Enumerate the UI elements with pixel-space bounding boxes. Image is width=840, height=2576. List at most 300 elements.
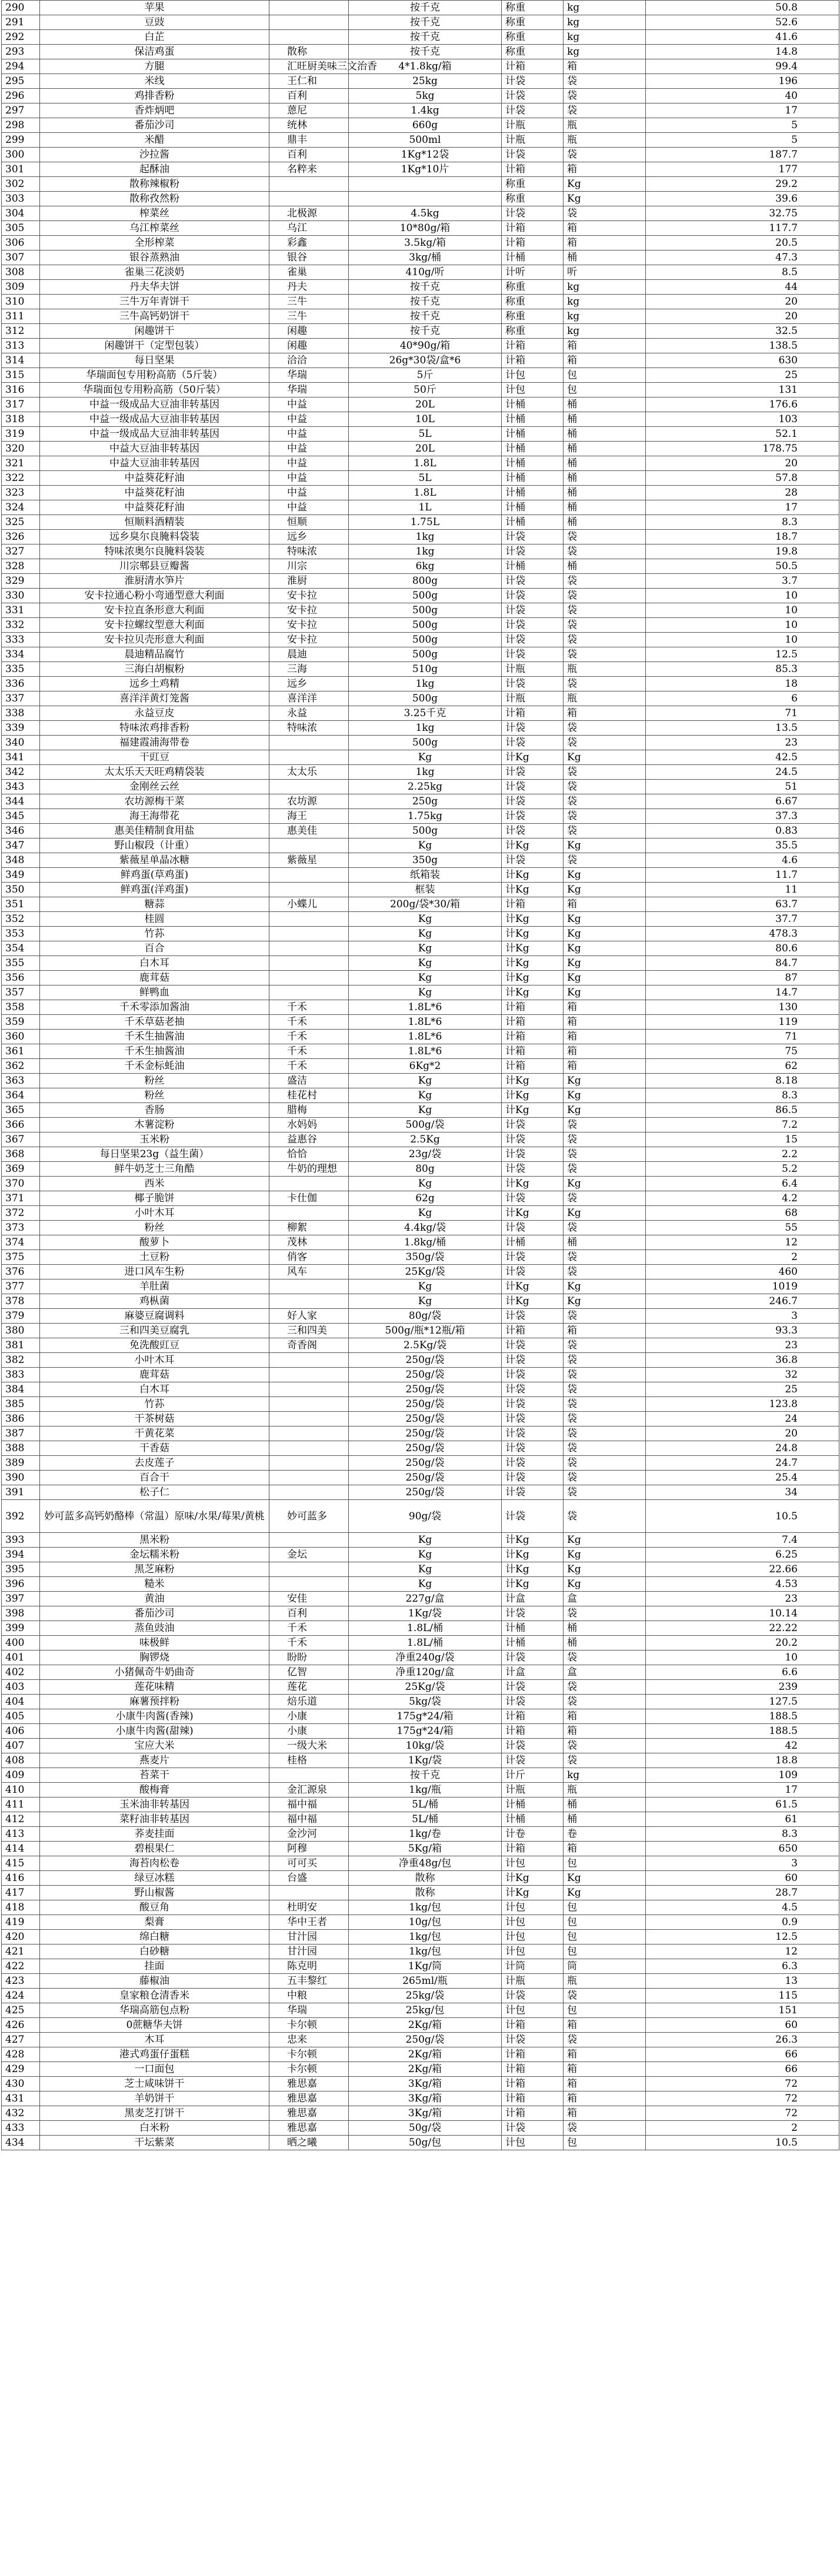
pricing-method-cell: 计袋	[502, 1485, 564, 1500]
price-cell: 115	[646, 1989, 839, 2003]
price-cell: 99.4	[646, 59, 839, 74]
brand-cell: 洽洽	[269, 353, 349, 368]
table-row	[2, 148, 839, 162]
price-cell: 23	[646, 1338, 839, 1353]
table-row	[2, 1221, 839, 1235]
brand-cell: 柳絮	[269, 1221, 349, 1235]
pricing-method-cell: 计袋	[502, 2121, 564, 2136]
unit-cell: 袋	[564, 1132, 646, 1147]
product-name-cell: 酸豆角	[40, 1900, 269, 1915]
product-name-cell: 安卡拉螺纹型意大利面	[40, 618, 269, 633]
brand-cell	[269, 1206, 349, 1221]
price-cell: 5	[646, 118, 839, 133]
price-cell: 34	[646, 1485, 839, 1500]
specification-cell: 散称	[349, 1886, 502, 1900]
row-number-cell: 336	[2, 677, 40, 691]
brand-cell	[269, 1471, 349, 1485]
product-name-cell: 鲜牛奶芝士三角酷	[40, 1162, 269, 1177]
specification-cell: 500g	[349, 647, 502, 662]
specification-cell: 5kg	[349, 89, 502, 103]
brand-cell: 风车	[269, 1265, 349, 1279]
pricing-method-cell: 计箱	[502, 1000, 564, 1015]
table-row	[2, 118, 839, 133]
brand-cell	[269, 1441, 349, 1456]
specification-cell: 175g*24/箱	[349, 1709, 502, 1724]
row-number-cell: 415	[2, 1856, 40, 1871]
brand-cell: 华瑞	[269, 383, 349, 397]
unit-cell: 桶	[564, 1621, 646, 1636]
table-row	[2, 1886, 839, 1900]
row-number-cell: 388	[2, 1441, 40, 1456]
row-number-cell: 357	[2, 985, 40, 1000]
specification-cell: 250g/袋	[349, 2033, 502, 2047]
brand-cell: 鼎丰	[269, 133, 349, 148]
pricing-method-cell: 计袋	[502, 148, 564, 162]
unit-cell: 袋	[564, 1650, 646, 1665]
pricing-method-cell: 计袋	[502, 1162, 564, 1177]
row-number-cell: 417	[2, 1886, 40, 1900]
product-name-cell: 海王海带花	[40, 809, 269, 824]
specification-cell: 5L	[349, 471, 502, 486]
unit-cell: 袋	[564, 1753, 646, 1768]
unit-cell: 箱	[564, 1324, 646, 1338]
price-cell: 5.2	[646, 1162, 839, 1177]
table-row	[2, 133, 839, 148]
specification-cell: 175g*24/箱	[349, 1724, 502, 1739]
specification-cell: 3.5kg/箱	[349, 236, 502, 250]
specification-cell: 80g/袋	[349, 1309, 502, 1324]
price-cell: 4.6	[646, 853, 839, 868]
pricing-method-cell: 计听	[502, 265, 564, 280]
table-row	[2, 1088, 839, 1103]
price-cell: 55	[646, 1221, 839, 1235]
specification-cell: 按千克	[349, 324, 502, 339]
pricing-method-cell: 计桶	[502, 486, 564, 500]
product-name-cell: 中益葵花籽油	[40, 500, 269, 515]
unit-cell: 箱	[564, 897, 646, 912]
specification-cell: 1Kg/筒	[349, 1959, 502, 1974]
pricing-method-cell: 计袋	[502, 589, 564, 603]
specification-cell: 250g/袋	[349, 1368, 502, 1382]
specification-cell: 250g/袋	[349, 1471, 502, 1485]
price-cell: 478.3	[646, 927, 839, 941]
price-cell: 177	[646, 162, 839, 177]
product-name-cell: 椰子脆饼	[40, 1191, 269, 1206]
row-number-cell: 409	[2, 1768, 40, 1783]
price-cell: 12	[646, 1944, 839, 1959]
brand-cell: 莲花	[269, 1680, 349, 1695]
table-row	[2, 736, 839, 750]
table-row	[2, 677, 839, 691]
price-cell: 188.5	[646, 1709, 839, 1724]
price-cell: 1019	[646, 1279, 839, 1294]
specification-cell: 5kg/袋	[349, 1695, 502, 1709]
pricing-method-cell: 计袋	[502, 1989, 564, 2003]
table-row	[2, 1030, 839, 1044]
specification-cell: Kg	[349, 750, 502, 765]
pricing-method-cell: 计袋	[502, 1118, 564, 1132]
product-name-cell: 桂圆	[40, 912, 269, 927]
price-cell: 32.5	[646, 324, 839, 339]
row-number-cell: 387	[2, 1426, 40, 1441]
brand-cell	[269, 192, 349, 206]
table-row	[2, 647, 839, 662]
specification-cell	[349, 177, 502, 192]
price-cell: 2	[646, 2121, 839, 2136]
price-cell: 109	[646, 1768, 839, 1783]
brand-cell: 益惠谷	[269, 1132, 349, 1147]
price-cell: 12.5	[646, 647, 839, 662]
product-name-cell: 小康牛肉酱(香辣)	[40, 1709, 269, 1724]
pricing-method-cell: 计包	[502, 1930, 564, 1944]
brand-cell: 银谷	[269, 250, 349, 265]
table-row	[2, 721, 839, 736]
unit-cell: 箱	[564, 2091, 646, 2106]
unit-cell: Kg	[564, 1294, 646, 1309]
pricing-method-cell: 计Kg	[502, 1088, 564, 1103]
pricing-method-cell: 计包	[502, 1856, 564, 1871]
table-row	[2, 1235, 839, 1250]
row-number-cell: 291	[2, 15, 40, 30]
row-number-cell: 323	[2, 486, 40, 500]
brand-cell: 中益	[269, 486, 349, 500]
pricing-method-cell: 计Kg	[502, 985, 564, 1000]
table-row	[2, 941, 839, 956]
unit-cell: kg	[564, 324, 646, 339]
row-number-cell: 399	[2, 1621, 40, 1636]
brand-cell: 五丰黎红	[269, 1974, 349, 1989]
specification-cell: 1kg	[349, 544, 502, 559]
brand-cell: 农坊源	[269, 794, 349, 809]
brand-cell: 金坛	[269, 1548, 349, 1562]
brand-cell	[269, 1353, 349, 1368]
specification-cell: 1kg	[349, 721, 502, 736]
price-cell: 61	[646, 1812, 839, 1827]
brand-cell: 千禾	[269, 1000, 349, 1015]
product-name-cell: 米线	[40, 74, 269, 89]
table-row	[2, 1485, 839, 1500]
price-cell: 50.5	[646, 559, 839, 574]
specification-cell: 4.4kg/袋	[349, 1221, 502, 1235]
table-row	[2, 1132, 839, 1147]
brand-cell: 百利	[269, 148, 349, 162]
brand-cell: 中益	[269, 471, 349, 486]
price-cell: 8.3	[646, 515, 839, 530]
table-row	[2, 1842, 839, 1856]
unit-cell: Kg	[564, 1577, 646, 1592]
table-row	[2, 912, 839, 927]
table-row	[2, 1265, 839, 1279]
row-number-cell: 307	[2, 250, 40, 265]
product-name-cell: 黑芝麻粉	[40, 1562, 269, 1577]
row-number-cell: 431	[2, 2091, 40, 2106]
row-number-cell: 340	[2, 736, 40, 750]
product-name-cell: 每日坚果	[40, 353, 269, 368]
table-row	[2, 559, 839, 574]
row-number-cell: 293	[2, 45, 40, 59]
product-name-cell: 松子仁	[40, 1485, 269, 1500]
brand-cell	[269, 1577, 349, 1592]
row-number-cell: 292	[2, 30, 40, 45]
unit-cell: 桶	[564, 471, 646, 486]
pricing-method-cell: 计袋	[502, 1471, 564, 1485]
table-row	[2, 956, 839, 971]
product-name-cell: 白木耳	[40, 1382, 269, 1397]
product-name-cell: 妙可蓝多高钙奶酪棒（常温）原味/水果/莓果/黄桃	[40, 1500, 269, 1533]
table-row	[2, 2003, 839, 2018]
price-cell: 72	[646, 2091, 839, 2106]
product-name-cell: 玉米油非转基因	[40, 1797, 269, 1812]
pricing-method-cell: 计盒	[502, 1592, 564, 1606]
product-name-cell: 散称辣椒粉	[40, 177, 269, 192]
specification-cell: 2.5Kg/袋	[349, 1338, 502, 1353]
product-name-cell: 银谷蒸熟油	[40, 250, 269, 265]
brand-cell: 焙乐道	[269, 1695, 349, 1709]
row-number-cell: 327	[2, 544, 40, 559]
row-number-cell: 426	[2, 2018, 40, 2033]
table-row	[2, 15, 839, 30]
table-row	[2, 1044, 839, 1059]
price-cell: 47.3	[646, 250, 839, 265]
price-cell: 8.5	[646, 265, 839, 280]
row-number-cell: 421	[2, 1944, 40, 1959]
pricing-method-cell: 计箱	[502, 1724, 564, 1739]
brand-cell: 忠来	[269, 2033, 349, 2047]
price-cell: 13	[646, 1974, 839, 1989]
pricing-method-cell: 计袋	[502, 824, 564, 838]
pricing-method-cell: 计箱	[502, 706, 564, 721]
row-number-cell: 304	[2, 206, 40, 221]
table-row	[2, 1456, 839, 1471]
table-row	[2, 2018, 839, 2033]
product-name-cell: 木耳	[40, 2033, 269, 2047]
table-row	[2, 530, 839, 544]
unit-cell: 袋	[564, 589, 646, 603]
price-cell: 24	[646, 1412, 839, 1426]
specification-cell: 80g	[349, 1162, 502, 1177]
product-name-cell: 鲜鸡蛋(草鸡蛋)	[40, 868, 269, 883]
table-row	[2, 853, 839, 868]
product-name-cell: 太太乐天天旺鸡精袋装	[40, 765, 269, 780]
product-name-cell: 福建霞浦海带卷	[40, 736, 269, 750]
product-name-cell: 千禾草菇老抽	[40, 1015, 269, 1030]
product-name-cell: 绵白糖	[40, 1930, 269, 1944]
row-number-cell: 329	[2, 574, 40, 589]
pricing-method-cell: 计瓶	[502, 1783, 564, 1797]
unit-cell: 瓶	[564, 662, 646, 677]
unit-cell: kg	[564, 30, 646, 45]
table-row	[2, 206, 839, 221]
row-number-cell: 313	[2, 339, 40, 353]
table-row	[2, 221, 839, 236]
price-cell: 151	[646, 2003, 839, 2018]
unit-cell: 袋	[564, 1456, 646, 1471]
unit-cell: 箱	[564, 2077, 646, 2091]
pricing-method-cell: 计Kg	[502, 1886, 564, 1900]
unit-cell: 袋	[564, 1191, 646, 1206]
table-row	[2, 633, 839, 647]
specification-cell: 1Kg/袋	[349, 1606, 502, 1621]
brand-cell: 华中王者	[269, 1915, 349, 1930]
unit-cell: 桶	[564, 250, 646, 265]
specification-cell: 按千克	[349, 30, 502, 45]
pricing-method-cell: 计袋	[502, 1191, 564, 1206]
specification-cell: 按千克	[349, 15, 502, 30]
table-row	[2, 1959, 839, 1974]
product-name-cell: 紫薇星单晶冰糖	[40, 853, 269, 868]
product-name-cell: 华瑞面包专用粉高筋（50斤装）	[40, 383, 269, 397]
table-row	[2, 1709, 839, 1724]
pricing-method-cell: 计箱	[502, 221, 564, 236]
pricing-method-cell: 计Kg	[502, 912, 564, 927]
brand-cell: 千禾	[269, 1059, 349, 1074]
pricing-method-cell: 计袋	[502, 1680, 564, 1695]
brand-cell: 三和四美	[269, 1324, 349, 1338]
price-cell: 50.8	[646, 1, 839, 15]
pricing-method-cell: 计袋	[502, 736, 564, 750]
specification-cell: 5L/桶	[349, 1797, 502, 1812]
price-table	[1, 0, 839, 2150]
specification-cell: 按千克	[349, 1, 502, 15]
pricing-method-cell: 计桶	[502, 1797, 564, 1812]
price-cell: 84.7	[646, 956, 839, 971]
price-cell: 66	[646, 2047, 839, 2062]
brand-cell: 卡仕伽	[269, 1191, 349, 1206]
price-cell: 44	[646, 280, 839, 295]
unit-cell: 袋	[564, 1989, 646, 2003]
brand-cell: 一级大米	[269, 1739, 349, 1753]
table-row	[2, 265, 839, 280]
product-name-cell: 酸萝卜	[40, 1235, 269, 1250]
brand-cell: 安卡拉	[269, 589, 349, 603]
pricing-method-cell: 计桶	[502, 471, 564, 486]
price-cell: 42	[646, 1739, 839, 1753]
product-name-cell: 白木耳	[40, 956, 269, 971]
price-cell: 6.67	[646, 794, 839, 809]
brand-cell: 小蝶儿	[269, 897, 349, 912]
unit-cell: 筒	[564, 1959, 646, 1974]
row-number-cell: 377	[2, 1279, 40, 1294]
product-name-cell: 一口面包	[40, 2062, 269, 2077]
price-cell: 12.5	[646, 1930, 839, 1944]
price-cell: 5	[646, 133, 839, 148]
specification-cell: Kg	[349, 1294, 502, 1309]
row-number-cell: 385	[2, 1397, 40, 1412]
price-cell: 32	[646, 1368, 839, 1382]
brand-cell: 安卡拉	[269, 633, 349, 647]
specification-cell: 1.8L/桶	[349, 1636, 502, 1650]
row-number-cell: 367	[2, 1132, 40, 1147]
row-number-cell: 402	[2, 1665, 40, 1680]
pricing-method-cell: 计箱	[502, 2062, 564, 2077]
brand-cell: 百利	[269, 89, 349, 103]
price-table-body	[2, 1, 839, 2150]
row-number-cell: 321	[2, 456, 40, 471]
brand-cell	[269, 1368, 349, 1382]
specification-cell: 350g/袋	[349, 1250, 502, 1265]
row-number-cell: 396	[2, 1577, 40, 1592]
row-number-cell: 297	[2, 103, 40, 118]
product-name-cell: 藤椒油	[40, 1974, 269, 1989]
specification-cell: 框装	[349, 883, 502, 897]
table-row	[2, 1621, 839, 1636]
unit-cell: 袋	[564, 1338, 646, 1353]
product-name-cell: 荞麦挂面	[40, 1827, 269, 1842]
product-name-cell: 野山椒段（计重）	[40, 838, 269, 853]
table-row	[2, 74, 839, 89]
pricing-method-cell: 计斤	[502, 1768, 564, 1783]
unit-cell: 听	[564, 265, 646, 280]
price-cell: 15	[646, 1132, 839, 1147]
unit-cell: 袋	[564, 1221, 646, 1235]
price-cell: 10.5	[646, 1500, 839, 1533]
price-cell: 28.7	[646, 1886, 839, 1900]
table-row	[2, 1548, 839, 1562]
specification-cell: 10g/包	[349, 1915, 502, 1930]
brand-cell: 汇旺厨美味三文治香	[269, 59, 349, 74]
unit-cell: 袋	[564, 1412, 646, 1426]
specification-cell: 按千克	[349, 1768, 502, 1783]
specification-cell: 10kg/袋	[349, 1739, 502, 1753]
brand-cell: 雅思嘉	[269, 2121, 349, 2136]
product-name-cell: 华瑞高筋包点粉	[40, 2003, 269, 2018]
price-cell: 32.75	[646, 206, 839, 221]
row-number-cell: 309	[2, 280, 40, 295]
pricing-method-cell: 计Kg	[502, 868, 564, 883]
unit-cell: 袋	[564, 1265, 646, 1279]
specification-cell: 4.5kg	[349, 206, 502, 221]
unit-cell: kg	[564, 45, 646, 59]
price-cell: 25	[646, 368, 839, 383]
price-cell: 52.1	[646, 427, 839, 442]
brand-cell	[269, 1768, 349, 1783]
price-cell: 178.75	[646, 442, 839, 456]
price-cell: 20	[646, 295, 839, 309]
pricing-method-cell: 计Kg	[502, 838, 564, 853]
row-number-cell: 290	[2, 1, 40, 15]
pricing-method-cell: 称重	[502, 1, 564, 15]
brand-cell: 名粹来	[269, 162, 349, 177]
product-name-cell: 保洁鸡蛋	[40, 45, 269, 59]
specification-cell: 40*90g/箱	[349, 339, 502, 353]
price-cell: 2.2	[646, 1147, 839, 1162]
pricing-method-cell: 称重	[502, 177, 564, 192]
table-row	[2, 515, 839, 530]
unit-cell: 袋	[564, 530, 646, 544]
product-name-cell: 粉丝	[40, 1088, 269, 1103]
row-number-cell: 342	[2, 765, 40, 780]
specification-cell: Kg	[349, 1562, 502, 1577]
price-cell: 14.8	[646, 45, 839, 59]
row-number-cell: 303	[2, 192, 40, 206]
product-name-cell: 免洗酸豇豆	[40, 1338, 269, 1353]
table-row	[2, 1827, 839, 1842]
row-number-cell: 328	[2, 559, 40, 574]
pricing-method-cell: 计袋	[502, 2033, 564, 2047]
pricing-method-cell: 计桶	[502, 397, 564, 412]
specification-cell: 62g	[349, 1191, 502, 1206]
row-number-cell: 434	[2, 2136, 40, 2150]
price-cell: 20	[646, 309, 839, 324]
specification-cell: 500g	[349, 603, 502, 618]
specification-cell: 1kg/卷	[349, 1827, 502, 1842]
product-name-cell: 川宗郫县豆瓣酱	[40, 559, 269, 574]
row-number-cell: 401	[2, 1650, 40, 1665]
product-name-cell: 华瑞面包专用粉高筋（5斤装）	[40, 368, 269, 383]
brand-cell: 小康	[269, 1709, 349, 1724]
table-row	[2, 1177, 839, 1191]
row-number-cell: 427	[2, 2033, 40, 2047]
